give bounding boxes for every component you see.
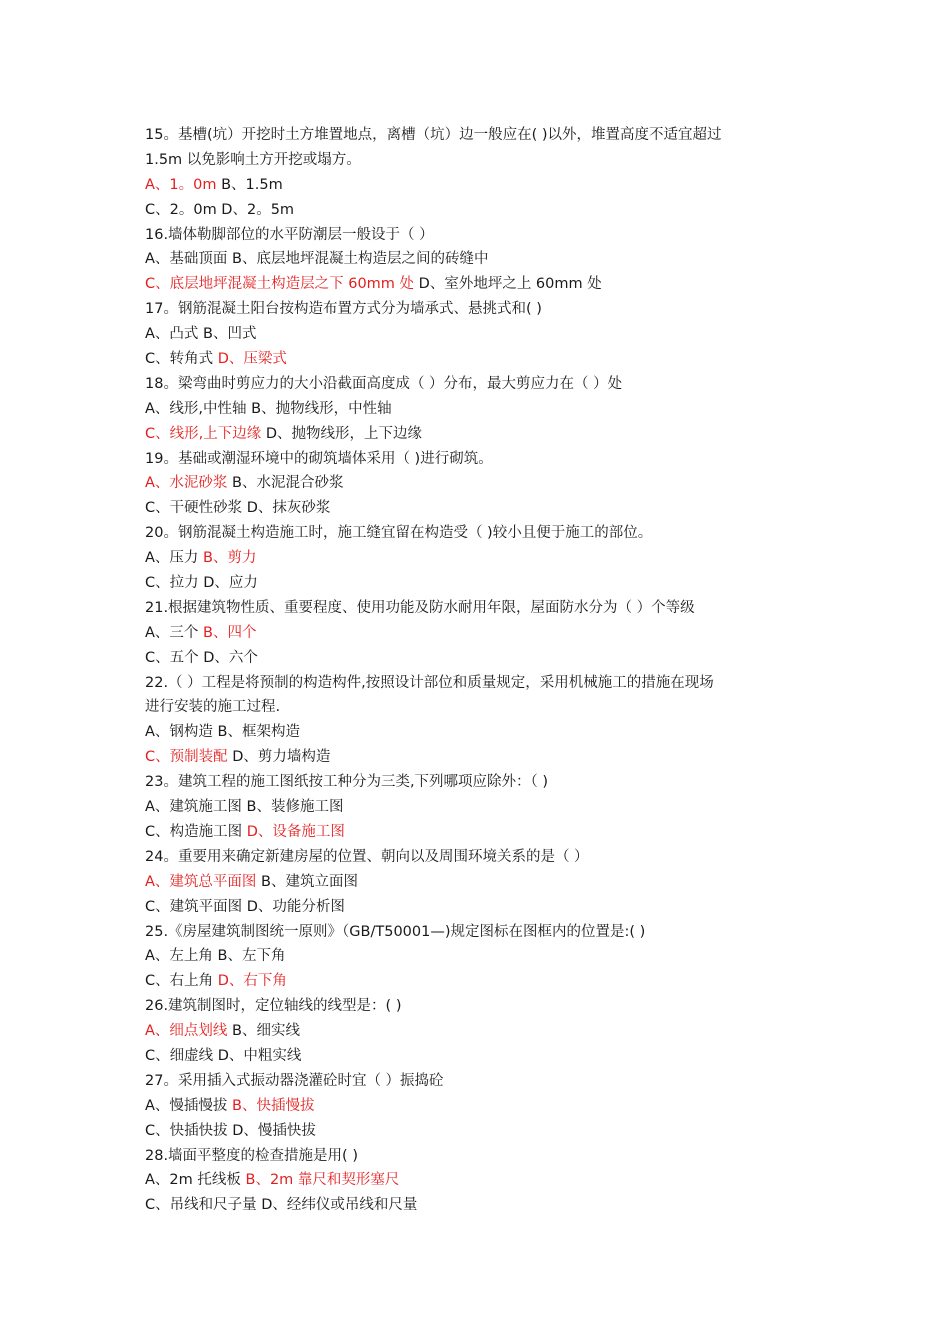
text-line <box>145 521 825 546</box>
answer-highlight: A、1。0m <box>145 176 217 193</box>
text-segment: C、转角式 <box>145 351 218 368</box>
text-segment: C、构造施工图 <box>145 823 247 840</box>
text-line <box>145 671 825 696</box>
text-line <box>145 1094 825 1119</box>
answer-highlight: C、线形,上下边缘 <box>145 425 262 442</box>
text-segment: B、1.5m <box>216 176 283 193</box>
text-segment: 24。重要用来确定新建房屋的位置、朝向以及周围环境关系的是（ ） <box>145 848 589 865</box>
text-segment: 22.（ ）工程是将预制的构造构件,按照设计部位和质量规定，采用机械施工的措施在现场 <box>145 674 714 691</box>
text-segment: 27。采用插入式振动器浇灌砼时宜（ ）振捣砼 <box>145 1072 444 1089</box>
text-line <box>145 471 825 496</box>
text-line <box>145 1044 825 1069</box>
text-line <box>145 272 825 297</box>
text-segment: D、室外地坪之上 60mm 处 <box>414 276 602 293</box>
text-line <box>145 198 825 223</box>
answer-highlight: C、预制装配 <box>145 749 228 766</box>
text-line <box>145 422 825 447</box>
text-segment: 25.《房屋建筑制图统一原则》（GB/T50001—)规定图标在图框内的位置是:( ) <box>145 923 646 940</box>
answer-highlight: B、2m 靠尺和契形塞尺 <box>245 1172 400 1189</box>
text-line <box>145 571 825 596</box>
text-line <box>145 596 825 621</box>
document-page <box>145 123 825 1218</box>
text-line <box>145 820 825 845</box>
text-line <box>145 397 825 422</box>
text-line <box>145 372 825 397</box>
text-segment: 15。基槽(坑）开挖时土方堆置地点，离槽（坑）边一般应在( )以外，堆置高度不适宜超过 <box>145 127 722 143</box>
text-segment: 1.5m 以免影响土方开挖或塌方。 <box>145 151 361 168</box>
text-line <box>145 646 825 671</box>
text-segment: 16.墙体勒脚部位的水平防潮层一般设于（ ） <box>145 226 434 243</box>
text-line <box>145 969 825 994</box>
answer-highlight: D、压梁式 <box>217 351 287 368</box>
text-segment: C、细虚线 D、中粗实线 <box>145 1047 302 1064</box>
text-segment: 21.根据建筑物性质、重要程度、使用功能及防水耐用年限，屋面防水分为（ ）个等级 <box>145 599 695 616</box>
text-segment: C、快插快拔 D、慢插快拔 <box>145 1122 316 1139</box>
text-line <box>145 920 825 945</box>
text-segment: C、干硬性砂浆 D、抹灰砂浆 <box>145 500 331 517</box>
text-line <box>145 621 825 646</box>
text-line <box>145 845 825 870</box>
text-segment: C、右上角 <box>145 973 218 990</box>
text-line <box>145 695 825 720</box>
text-segment: A、建筑施工图 B、装修施工图 <box>145 799 344 816</box>
text-segment: A、慢插慢拔 <box>145 1097 233 1114</box>
text-line <box>145 1144 825 1169</box>
text-line <box>145 247 825 272</box>
text-segment: 26.建筑制图时，定位轴线的线型是：( ) <box>145 998 402 1015</box>
text-segment: 进行安装的施工过程. <box>145 699 281 716</box>
answer-highlight: A、水泥砂浆 <box>145 475 228 492</box>
text-segment: 17。钢筋混凝土阳台按构造布置方式分为墙承式、悬挑式和( ) <box>145 301 542 318</box>
text-line <box>145 347 825 372</box>
text-line <box>145 795 825 820</box>
text-segment: 18。梁弯曲时剪应力的大小沿截面高度成（ ）分布，最大剪应力在（ ）处 <box>145 375 623 392</box>
text-segment: C、2。0m D、2。5m <box>145 201 295 218</box>
text-segment: B、水泥混合砂浆 <box>227 475 344 492</box>
text-line <box>145 1069 825 1094</box>
text-line <box>145 1019 825 1044</box>
text-line <box>145 895 825 920</box>
text-line <box>145 148 825 173</box>
answer-highlight: D、右下角 <box>217 973 287 990</box>
text-segment: A、基础顶面 B、底层地坪混凝土构造层之间的砖缝中 <box>145 251 489 268</box>
text-line <box>145 1119 825 1144</box>
text-line <box>145 870 825 895</box>
text-line <box>145 994 825 1019</box>
text-line <box>145 720 825 745</box>
text-segment: 19。基础或潮湿环境中的砌筑墙体采用（ )进行砌筑。 <box>145 450 493 467</box>
text-line <box>145 123 825 148</box>
text-line <box>145 496 825 521</box>
text-line <box>145 447 825 472</box>
answer-highlight: A、建筑总平面图 <box>145 873 257 890</box>
text-segment: A、压力 <box>145 550 204 567</box>
text-segment: C、五个 D、六个 <box>145 649 258 666</box>
text-segment: C、吊线和尺子量 D、经纬仪或吊线和尺量 <box>145 1197 418 1214</box>
answer-highlight: B、四个 <box>203 624 257 641</box>
text-line <box>145 223 825 248</box>
text-segment: B、建筑立面图 <box>256 873 358 890</box>
answer-highlight: A、细点划线 <box>145 1023 228 1040</box>
text-line <box>145 297 825 322</box>
text-segment: A、三个 <box>145 624 204 641</box>
text-segment: A、凸式 B、凹式 <box>145 326 257 343</box>
text-line <box>145 322 825 347</box>
text-line <box>145 546 825 571</box>
text-line <box>145 745 825 770</box>
text-segment: 28.墙面平整度的检查措施是用( ) <box>145 1147 358 1164</box>
text-segment: 23。建筑工程的施工图纸按工种分为三类,下列哪项应除外：（ ) <box>145 774 549 791</box>
text-segment: A、钢构造 B、框架构造 <box>145 724 300 741</box>
text-segment: C、拉力 D、应力 <box>145 575 258 592</box>
answer-highlight: B、剪力 <box>203 550 257 567</box>
text-line <box>145 944 825 969</box>
answer-highlight: D、设备施工图 <box>246 823 345 840</box>
text-segment: 20。钢筋混凝土构造施工时，施工缝宜留在构造受（ )较小且便于施工的部位。 <box>145 525 653 542</box>
text-line <box>145 173 825 198</box>
answer-highlight: B、快插慢拔 <box>232 1097 315 1114</box>
text-line <box>145 1193 825 1218</box>
text-segment: D、剪力墙构造 <box>227 749 331 766</box>
answer-highlight: C、底层地坪混凝土构造层之下 60mm 处 <box>145 276 415 293</box>
text-segment: C、建筑平面图 D、功能分析图 <box>145 898 345 915</box>
text-segment: D、抛物线形，上下边缘 <box>261 425 423 442</box>
text-segment: A、线形,中性轴 B、抛物线形，中性轴 <box>145 400 392 417</box>
text-line <box>145 770 825 795</box>
text-line <box>145 1168 825 1193</box>
text-segment: A、左上角 B、左下角 <box>145 948 286 965</box>
text-segment: B、细实线 <box>227 1023 300 1040</box>
text-segment: A、2m 托线板 <box>145 1172 246 1189</box>
